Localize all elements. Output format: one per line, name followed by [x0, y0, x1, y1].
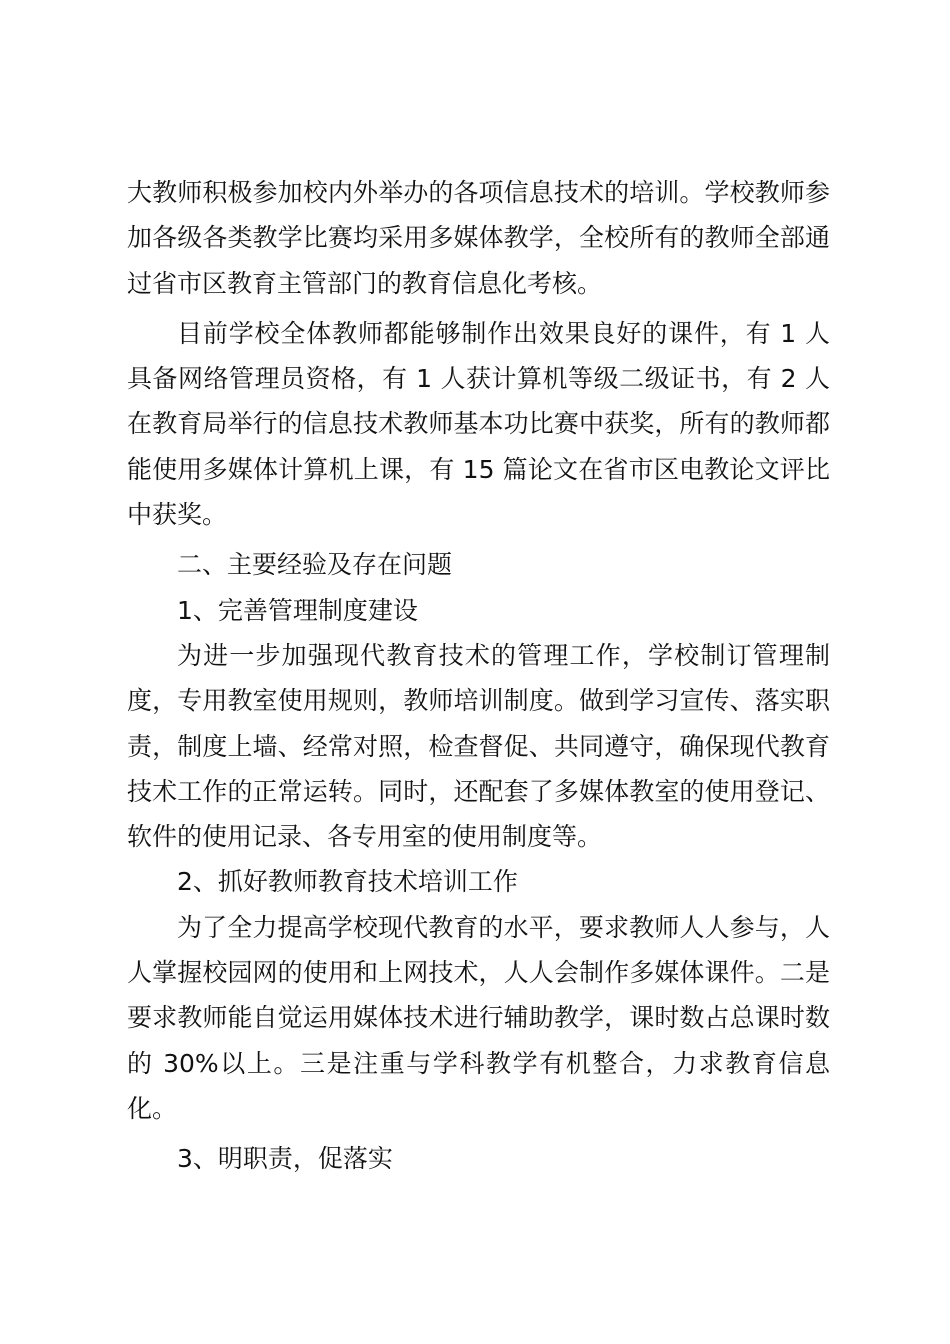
subheading-teacher-training: 2、抓好教师教育技术培训工作	[177, 867, 518, 897]
document-body	[127, 170, 830, 1182]
paragraph-teacher-qualifications: 目前学校全体教师都能够制作出效果良好的课件，有 1 人具备网络管理员资格，有 1 人获计算机等级二级证书，有 2 人在教育局举行的信息技术教师基本功比赛中获奖，所有的教师都能使用多媒体计算机上课，有 15 篇论文在省市区电教论文评比中获奖。	[127, 318, 830, 530]
subheading-management-system: 1、完善管理制度建设	[177, 595, 418, 625]
paragraph-management-system: 为进一步加强现代教育技术的管理工作，学校制订管理制度，专用教室使用规则，教师培训制度。做到学习宣传、落实职责，制度上墙、经常对照，检查督促、共同遵守，确保现代教育技术工作的正常运转。同时，还配套了多媒体教室的使用登记、软件的使用记录、各专用室的使用制度等。	[127, 640, 830, 852]
section-heading-experience: 二、主要经验及存在问题	[177, 550, 453, 580]
subheading-responsibilities: 3、明职责，促落实	[177, 1144, 393, 1174]
paragraph-teacher-training: 为了全力提高学校现代教育的水平，要求教师人人参与，人人掌握校园网的使用和上网技术，人人会制作多媒体课件。二是要求教师能自觉运用媒体技术进行辅助教学，课时数占总课时数的 30%以上。三是注重与学科教学有机整合，力求教育信息化。	[127, 912, 830, 1123]
paragraph-training-continued: 大教师积极参加校内外举办的各项信息技术的培训。学校教师参加各级各类教学比赛均采用多媒体教学，全校所有的教师全部通过省市区教育主管部门的教育信息化考核。	[127, 178, 830, 298]
